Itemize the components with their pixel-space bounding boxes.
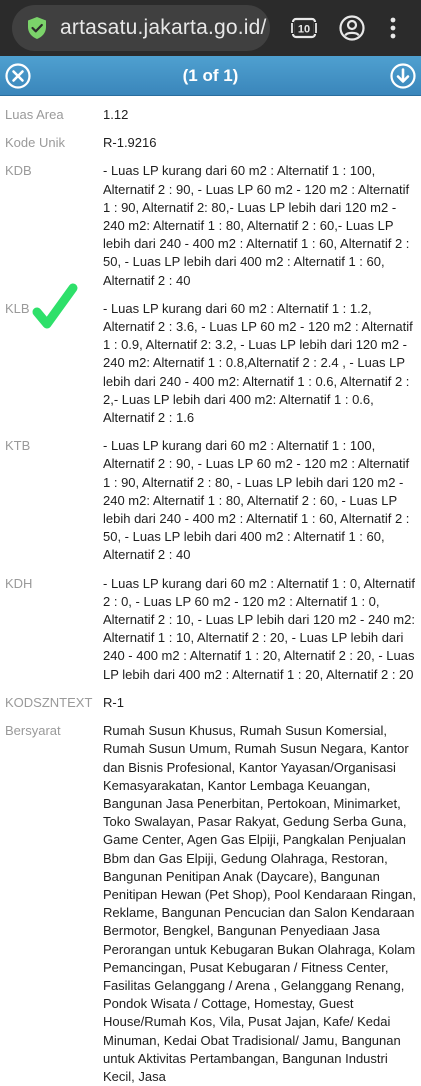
tabs-button[interactable] [290, 14, 318, 42]
attr-key: Bersyarat [5, 723, 61, 739]
attr-row-kdh [0, 575, 421, 684]
attr-row-bersyarat [0, 722, 421, 1086]
attr-row-ktb [0, 437, 421, 564]
attr-key: Kode Unik [5, 135, 65, 151]
attr-row-kode-unik [0, 134, 421, 152]
attr-row-kodszntext [0, 694, 421, 712]
address-bar[interactable] [12, 5, 270, 51]
attr-key: KTB [5, 438, 31, 454]
attr-key: KDB [5, 163, 32, 179]
attr-value: - Luas LP kurang dari 60 m2 : Alternatif 1 : 100, Alternatif 2 : 90, - Luas LP 60 m2 - 120 m2 : Alternatif 1 : 90, Alternatif 2 : 80, - Luas LP lebih dari 120 m2 - 240 m2: Alternatif 1 : 80, Alternatif 2 : 60, - Luas LP lebih dari 240 - 400 m2 : Alternatif 1 : 60, Alternatif 2 : 50, - Luas LP lebih dari 400 m2 : Alternatif 1 : 60, Alternatif 2 : 40 [103, 438, 410, 563]
attr-value: - Luas LP kurang dari 60 m2 : Alternatif 1 : 100, Alternatif 2 : 90, - Luas LP 60 m2 - 120 m2 : Alternatif 1 : 90, Alternatif 2: 80,- Luas LP lebih dari 120 m2 - 240 m2: Alternatif 1 : 80, Alternatif 2 : 60,- Luas LP lebih dari 240 - 400 m2 : Alternatif 1 : 60, Alternatif 2 : 50, - Luas LP lebih dari 400 m2 : Alternatif 1 : 60, Alternatif 2 : 40 [103, 163, 410, 288]
attr-key: Luas Area [5, 107, 64, 122]
popup-header [0, 56, 421, 96]
more-vert-icon[interactable] [384, 14, 402, 42]
arrow-down-circle-icon[interactable] [390, 63, 416, 89]
attr-row-kdb [0, 162, 421, 289]
account-circle-icon[interactable] [338, 14, 366, 42]
attr-key: KDH [5, 575, 33, 591]
attr-value: R-1 [103, 694, 124, 710]
attr-value: 1.12 [103, 107, 129, 122]
browser-toolbar [0, 0, 421, 56]
tab-count: 10 [297, 23, 311, 36]
attr-value: - Luas LP kurang dari 60 m2 : Alternatif 1 : 1.2, Alternatif 2 : 3.6, - Luas LP 60 m2 - 120 m2 : Alternatif 1 : 0.9, Alternatif 2: 3.2, - Luas LP lebih dari 120 m2 - 240 m2: Alternatif 1 : 0.8,Alternatif 2 : 2.4 , - Luas LP lebih dari 240 - 400 m2: Alternatif 1 : 0.6, Alternatif 2 : 2,- Luas LP lebih dari 400 m2: Alternatif 1 : 0.6, Alternatif 2 : 1.6 [103, 300, 413, 426]
attribute-table[interactable] [0, 96, 421, 1084]
close-circle-icon[interactable] [5, 63, 31, 89]
shield-check-icon[interactable] [24, 15, 50, 41]
attr-value: R-1.9216 [103, 135, 157, 151]
attr-key: KODSZNTEXT [5, 694, 93, 710]
attr-key: KLB [5, 300, 30, 316]
attr-row-luas-area [0, 106, 421, 124]
url-text[interactable]: artasatu.jakarta.go.id/ [60, 16, 267, 39]
attr-value: Rumah Susun Khusus, Rumah Susun Komersial, Rumah Susun Umum, Rumah Susun Negara, Kantor dan Bisnis Profesional, Kantor Yayasan/Organisasi Kemasyarakatan, Kantor Lembaga Keuangan, Bangunan Jasa Penerbitan, Pertokoan, Minimarket, Toko Swalayan, Pasar Rakyat, Gedung Serba Guna, Game Center, Agen Gas Elpiji, Pangkalan Penjualan Bbm dan Gas Elpiji, Gedung Olahraga, Restoran, Bangunan Penitipan Anak (Daycare), Bangunan Penitipan Hewan (Pet Shop), Pool Kendaraan Ringan, Reklame, Bangunan Pencucian dan Salon Kendaraan Bermotor, Bengkel, Bangunan Penyediaan Jasa Perorangan untuk Kebugaran Bukan Olahraga, Kolam Pemancingan, Pusat Kebugaran / Fitness Center, Fasilitas Gelanggang / Arena , Gelanggang Renang, Pondok Wisata / Cottage, Homestay, Guest House/Rumah Kos, Vila, Pusat Jajan, Kafe/ Kedai Minuman, Kedai Obat Tradisional/ Jamu, Bangunan untuk Aktivitas Pertambangan, Bangunan Industri Kecil, Jasa [103, 723, 416, 1084]
attr-value: - Luas LP kurang dari 60 m2 : Alternatif 1 : 0, Alternatif 2 : 0, - Luas LP 60 m2 - 120 m2 : Alternatif 1 : 0, Alternatif 2 : 10, - Luas LP lebih dari 120 m2 - 240 m2: Alternatif 1 : 10, Alternatif 2 : 20, - Luas LP lebih dari 240 - 400 m2 : Alternatif 1 : 20, Alternatif 2 : 20, - Luas LP lebih dari 400 m2 : Alternatif 1 : 20, Alternatif 2 : 20 [103, 575, 415, 682]
popup-pager: (1 of 1) [182, 66, 239, 85]
attr-row-klb [0, 300, 421, 427]
